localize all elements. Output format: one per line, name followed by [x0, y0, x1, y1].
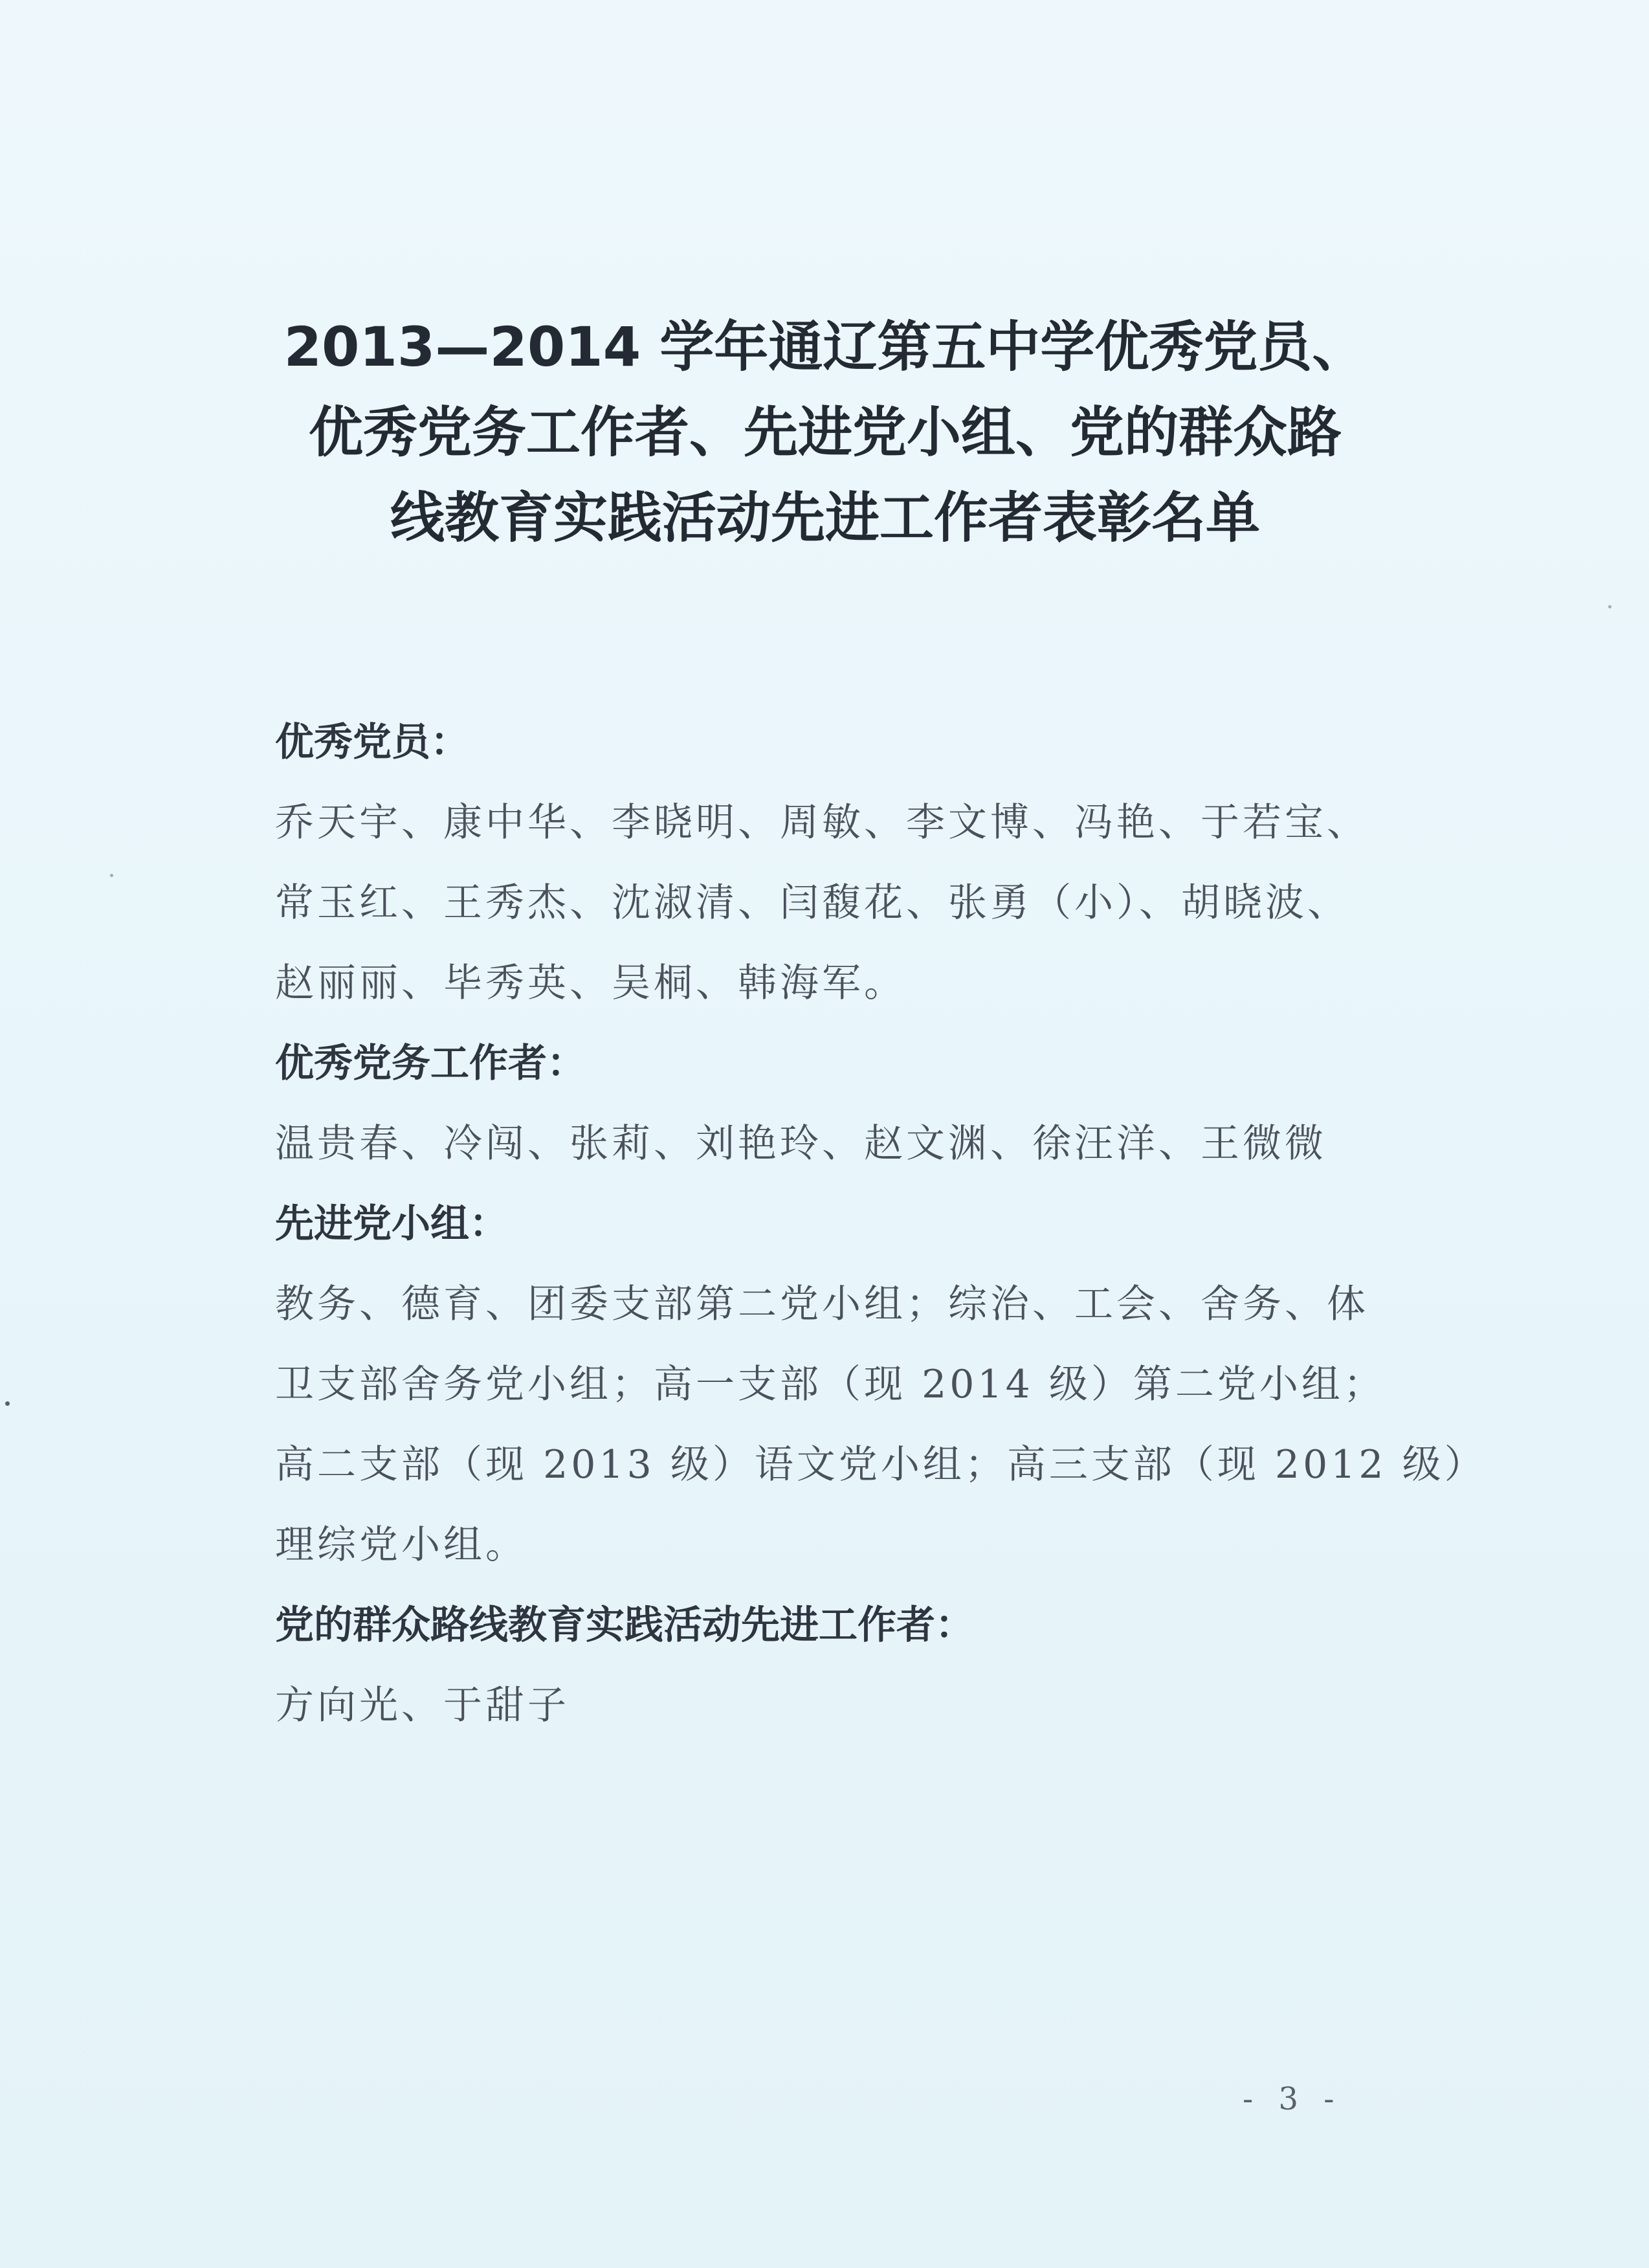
section-party-affairs-workers [275, 1023, 1427, 1184]
body-line: 卫支部舍务党小组；高一支部（现 2014 级）第二党小组； [275, 1362, 1386, 1407]
section-body [275, 1264, 1487, 1585]
title-line: 优秀党务工作者、先进党小组、党的群众路 [308, 401, 1342, 464]
section-body [275, 1665, 1427, 1746]
scan-speck [1608, 605, 1611, 608]
body-line: 乔天宇、康中华、李晓明、周敏、李文博、冯艳、于若宝、 [275, 800, 1369, 845]
scan-speck [110, 874, 113, 877]
section-body [275, 1104, 1427, 1184]
title-line: 线教育实践活动先进工作者表彰名单 [390, 486, 1260, 550]
body-line: 高二支部（现 2013 级）语文党小组；高三支部（现 2012 级） [275, 1442, 1487, 1487]
section-outstanding-members [275, 702, 1427, 1023]
section-heading: 优秀党员： [275, 720, 469, 765]
body-line: 教务、德育、团委支部第二党小组；综治、工会、舍务、体 [275, 1282, 1369, 1327]
section-advanced-groups [275, 1184, 1487, 1585]
page-number: - 3 - [1243, 2081, 1342, 2117]
body-line: 方向光、于甜子 [275, 1683, 570, 1728]
body-line: 赵丽丽、毕秀英、吴桐、韩海军。 [275, 961, 906, 1006]
body-line: 理综党小组。 [275, 1522, 527, 1568]
section-body [275, 783, 1427, 1023]
section-heading: 优秀党务工作者： [275, 1041, 586, 1086]
section-mass-line-workers [275, 1585, 1427, 1746]
body-line: 温贵春、冷闯、张莉、刘艳玲、赵文渊、徐汪洋、王微微 [275, 1121, 1327, 1166]
body-line: 常玉红、王秀杰、沈淑清、闫馥花、张勇（小）、胡晓波、 [275, 880, 1349, 926]
section-heading: 先进党小组： [275, 1201, 508, 1247]
document-title [194, 304, 1456, 561]
section-heading: 党的群众路线教育实践活动先进工作者： [275, 1603, 974, 1648]
document-body [275, 702, 1487, 1746]
scan-speck [5, 1401, 10, 1406]
title-line: 2013—2014 学年通辽第五中学优秀党员、 [283, 315, 1367, 379]
